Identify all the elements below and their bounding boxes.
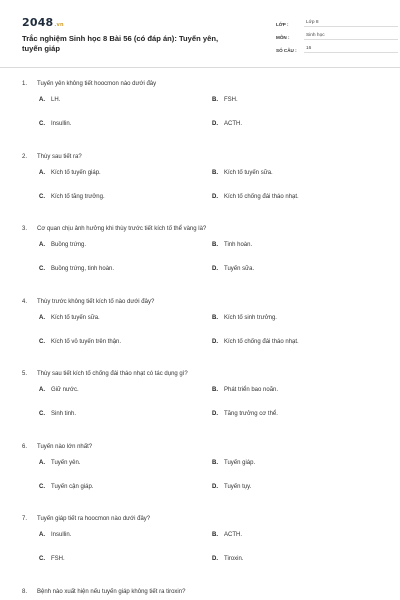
option-text: Tiroxin. (224, 556, 244, 562)
option-letter: A. (39, 169, 45, 176)
option-text: Buồng trứng, tinh hoàn. (51, 266, 115, 272)
answer-option[interactable] (39, 120, 212, 130)
answer-option[interactable] (212, 169, 362, 179)
option-text: Tinh hoàn. (224, 242, 253, 248)
meta-row-class (276, 16, 398, 27)
question-number: 6. (22, 443, 28, 450)
question-item (22, 298, 382, 371)
option-letter: B. (212, 532, 218, 538)
option-letter: D. (212, 483, 218, 490)
question-stem (22, 298, 382, 314)
option-letter: A. (39, 532, 45, 538)
answer-options (22, 314, 382, 348)
answer-options (22, 386, 382, 420)
logo-text: 2048 (22, 16, 54, 29)
answer-options (22, 531, 382, 565)
question-text: Tuyến nào lớn nhất? (37, 443, 93, 450)
document-header (22, 16, 380, 70)
option-letter: C. (39, 483, 45, 490)
option-letter: D. (212, 411, 218, 417)
question-text: Bệnh nào xuất hiện nếu tuyến giáp không tiết ra tiroxin? (37, 588, 186, 595)
option-text: ACTH. (224, 532, 242, 538)
option-text: Giữ nước. (51, 387, 79, 393)
answer-option[interactable] (212, 265, 362, 275)
option-text: Kích tố tuyến giáp. (51, 169, 101, 176)
site-logo[interactable] (22, 16, 64, 29)
option-letter: B. (212, 169, 218, 176)
option-letter: B. (212, 242, 218, 248)
answer-option[interactable] (212, 241, 362, 251)
question-text: Thùy trước không tiết kích tố nào dưới đây? (37, 298, 155, 305)
answer-option[interactable] (39, 410, 212, 420)
question-stem (22, 515, 382, 531)
option-text: FSH. (51, 556, 65, 562)
question-number: 7. (22, 516, 28, 522)
answer-option[interactable] (39, 531, 212, 541)
option-letter: B. (212, 387, 218, 393)
option-text: FSH. (224, 97, 238, 103)
question-item (22, 443, 382, 516)
answer-option[interactable] (212, 386, 362, 396)
question-item (22, 515, 382, 588)
option-text: Tuyến sữa. (224, 266, 255, 272)
document-title: Trắc nghiệm Sinh học 8 Bài 56 (có đáp án): Tuyến yên, tuyến giáp (22, 34, 219, 53)
answer-option[interactable] (39, 483, 212, 493)
answer-option[interactable] (212, 314, 362, 324)
question-number: 1. (22, 81, 28, 87)
answer-options (22, 241, 382, 275)
question-item (22, 80, 382, 153)
option-text: LH. (51, 97, 61, 103)
question-stem (22, 153, 382, 169)
answer-options (22, 169, 382, 203)
option-letter: D. (212, 266, 218, 272)
meta-value: Sinh học (304, 33, 398, 40)
answer-option[interactable] (39, 555, 212, 565)
option-text: Kích tố tăng trưởng. (51, 193, 105, 200)
question-item (22, 370, 382, 443)
option-letter: D. (212, 193, 218, 200)
option-text: Tăng trưởng cơ thể. (224, 411, 278, 417)
option-text: Tuyến cận giáp. (51, 483, 94, 490)
answer-option[interactable] (39, 265, 212, 275)
option-letter: D. (212, 556, 218, 562)
answer-options (22, 459, 382, 493)
question-stem (22, 443, 382, 459)
question-text: Cơ quan chịu ảnh hưởng khi thùy trước tiết kích tố thể vàng là? (37, 226, 207, 232)
question-number: 5. (22, 371, 28, 377)
option-text: Kích tố tuyến sữa. (224, 169, 273, 176)
meta-label: MÔN : (276, 35, 290, 40)
question-stem (22, 370, 382, 386)
meta-value: Lớp 8 (304, 20, 398, 27)
question-stem (22, 225, 382, 241)
option-letter: A. (39, 242, 45, 248)
question-stem (22, 588, 382, 600)
option-letter: A. (39, 459, 45, 466)
answer-options (22, 96, 382, 130)
option-letter: D. (212, 121, 218, 127)
document-meta (276, 16, 398, 55)
header-divider (0, 67, 400, 68)
meta-row-count (276, 42, 398, 53)
option-text: Insullin. (51, 121, 72, 127)
answer-option[interactable] (39, 169, 212, 179)
question-text: Tuyến giáp tiết ra hoocmon nào dưới đây? (37, 516, 151, 522)
answer-option[interactable] (39, 241, 212, 251)
option-text: Kích tố vỏ tuyến trên thận. (51, 338, 122, 345)
option-text: Sinh tinh. (51, 411, 77, 417)
answer-option[interactable] (39, 314, 212, 324)
meta-label: SỐ CÂU : (276, 48, 297, 53)
meta-value: 16 (304, 46, 398, 53)
option-text: Kích tố tuyến sữa. (51, 314, 100, 321)
question-number: 2. (22, 153, 28, 160)
answer-option[interactable] (212, 483, 362, 493)
question-text: Tuyến yên không tiết hoocmon nào dưới đây (37, 81, 157, 87)
logo-tld: .vn (54, 22, 64, 28)
answer-option[interactable] (39, 459, 212, 469)
meta-row-subject (276, 29, 398, 40)
option-letter: D. (212, 338, 218, 345)
answer-option[interactable] (39, 193, 212, 203)
answer-option[interactable] (39, 96, 212, 106)
answer-option[interactable] (212, 96, 362, 106)
question-number: 3. (22, 226, 28, 232)
option-letter: C. (39, 193, 45, 200)
option-letter: C. (39, 266, 45, 272)
option-text: Buồng trứng. (51, 242, 87, 248)
question-item (22, 225, 382, 298)
option-letter: A. (39, 314, 45, 321)
option-text: Tuyến yên. (51, 459, 81, 466)
option-text: Insullin. (51, 532, 72, 538)
answer-option[interactable] (39, 338, 212, 348)
answer-option[interactable] (212, 459, 362, 469)
option-text: Tuyến giáp. (224, 459, 256, 466)
question-list (22, 80, 382, 600)
option-letter: A. (39, 97, 45, 103)
answer-option[interactable] (39, 386, 212, 396)
option-letter: C. (39, 338, 45, 345)
question-number: 4. (22, 298, 28, 305)
option-letter: B. (212, 314, 218, 321)
option-text: Phát triển bao noãn. (224, 387, 279, 393)
answer-option[interactable] (212, 555, 362, 565)
option-letter: C. (39, 121, 45, 127)
option-letter: C. (39, 411, 45, 417)
question-item (22, 588, 382, 600)
option-letter: C. (39, 556, 45, 562)
answer-option[interactable] (212, 410, 362, 420)
option-text: Tuyến tụy. (224, 483, 252, 490)
answer-option[interactable] (212, 338, 362, 348)
question-stem (22, 80, 382, 96)
answer-option[interactable] (212, 120, 362, 130)
question-item (22, 153, 382, 226)
question-text: Thùy sau tiết kích tố chống đái tháo nhạt có tác dụng gì? (37, 371, 188, 377)
answer-option[interactable] (212, 193, 362, 203)
answer-option[interactable] (212, 531, 362, 541)
option-letter: B. (212, 97, 218, 103)
option-letter: A. (39, 387, 45, 393)
option-text: ACTH. (224, 121, 242, 127)
option-text: Kích tố chống đái tháo nhạt. (224, 338, 299, 345)
meta-label: LỚP : (276, 22, 289, 27)
question-text: Thùy sau tiết ra? (37, 153, 82, 160)
option-letter: B. (212, 459, 218, 466)
option-text: Kích tố chống đái tháo nhạt. (224, 193, 299, 200)
question-number: 8. (22, 588, 28, 595)
option-text: Kích tố sinh trưởng. (224, 314, 277, 321)
